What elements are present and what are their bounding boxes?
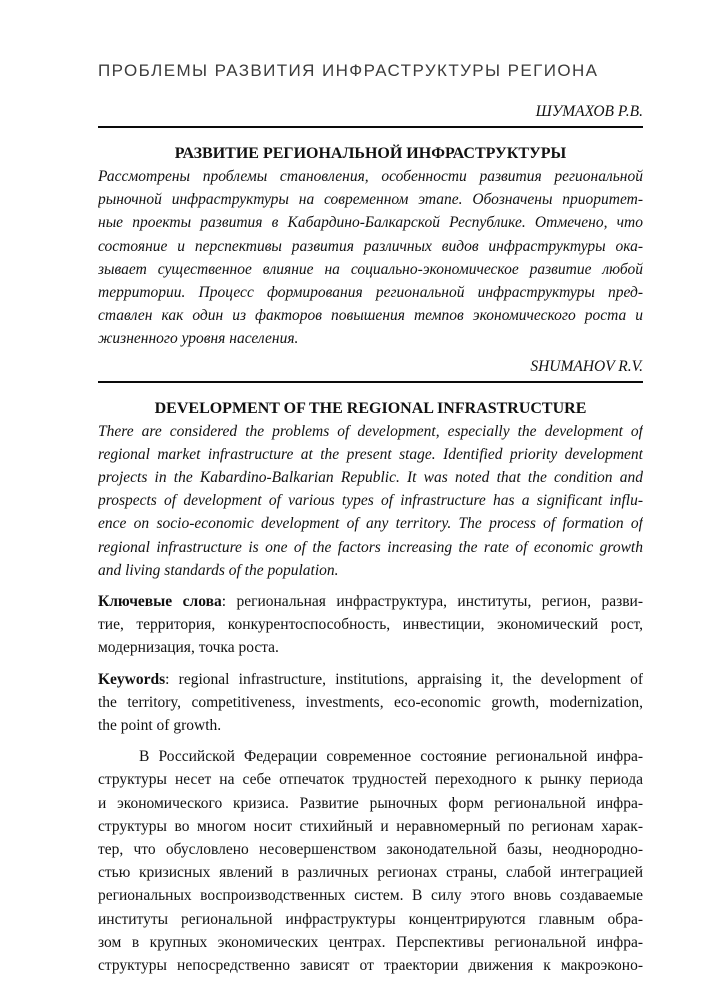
abstract-ru [98, 165, 643, 351]
keywords-en-text: : regional infrastructure, institutions, appraising it, the development of [165, 670, 643, 688]
body-paragraph [98, 745, 643, 977]
author-ru: ШУМАХОВ Р.В. [98, 102, 643, 128]
keywords-en-line: the point of growth. [98, 717, 222, 735]
body-line: и экономического кризиса. Развитие рыночных форм региональной инфра- [98, 794, 643, 812]
abstract-ru-line: ные проекты развития в Кабардино-Балкарской Республике. Отмечено, что [98, 214, 643, 232]
author-en: SHUMAHOV R.V. [98, 357, 643, 383]
body-line: структуры во многом носит стихийный и неравномерный по регионам харак- [98, 817, 643, 835]
abstract-en-line: regional infrastructure is one of the factors increasing the rate of economic growth [98, 538, 643, 556]
abstract-ru-line: Рассмотрены проблемы становления, особенности развития региональной [98, 168, 643, 185]
body-line: региональных воспроизводственных систем. В силу этого вновь создаваемые [98, 887, 643, 905]
abstract-en-line: regional market infrastructure at the present stage. Identified priority development [98, 445, 643, 463]
keywords-ru [98, 590, 643, 660]
abstract-en-line: and living standards of the population. [98, 561, 339, 579]
abstract-en-line: There are considered the problems of development, especially the development of [98, 422, 643, 440]
keywords-en [98, 668, 643, 738]
keywords-en-line: the territory, competitiveness, investments, eco-economic growth, modernization, [98, 693, 643, 711]
body-line: тер, что обусловлено несовершенством законодательной базы, неоднородно- [98, 841, 643, 859]
keywords-en-label: Keywords [98, 670, 166, 688]
article-title-en: DEVELOPMENT OF THE REGIONAL INFRASTRUCTURE [154, 399, 587, 417]
body-line: структуры несет на себе отпечаток трудностей переходного к рынку периода [98, 771, 643, 789]
abstract-ru-line: рыночной инфраструктуры на современном этапе. Обозначены приоритет- [98, 191, 643, 209]
body-line: В Российской Федерации современное состояние региональной инфра- [139, 748, 643, 766]
abstract-ru-line: жизненного уровня населения. [98, 330, 299, 348]
abstract-ru-line: территории. Процесс формирования региональной инфраструктуры пред- [98, 284, 643, 302]
keywords-ru-line: тие, территория, конкурентоспособность, инвестиции, экономический рост, [98, 616, 643, 634]
journal-header-title: ПРОБЛЕМЫ РАЗВИТИЯ ИНФРАСТРУКТУРЫ РЕГИОНА [98, 61, 599, 80]
abstract-ru-line: состояние и перспективы развития различных видов инфраструктуры ока- [98, 237, 643, 255]
body-line: зом в крупных экономических центрах. Перспективы региональной инфра- [98, 933, 643, 951]
article-title-ru: РАЗВИТИЕ РЕГИОНАЛЬНОЙ ИНФРАСТРУКТУРЫ [174, 145, 567, 162]
keywords-ru-label: Ключевые слова [98, 593, 222, 611]
keywords-ru-line [98, 590, 643, 613]
abstract-en-line: ence on socio-economic development of any territory. The process of formation of [98, 515, 643, 533]
body-line: стью кризисных явлений в различных регионах страны, слабой интеграцией [98, 864, 643, 882]
abstract-en-line: prospects of development of various types of infrastructure has a significant influ- [98, 492, 643, 510]
keywords-ru-line: модернизация, точка роста. [98, 639, 279, 657]
keywords-en-line [98, 668, 643, 691]
abstract-ru-line: ставлен как один из факторов повышения темпов экономического роста и [98, 307, 643, 325]
keywords-ru-text: : региональная инфраструктура, институты, регион, разви- [221, 593, 643, 611]
body-line: структуры непосредственно зависят от траектории движения к макроэконо- [98, 957, 643, 975]
body-line: институты региональной инфраструктуры концентрируются главным обра- [98, 910, 643, 928]
abstract-en-line: projects in the Kabardino-Balkarian Republic. It was noted that the condition and [98, 469, 643, 487]
abstract-ru-line: зывает существенное влияние на социально-экономическое развитие любой [98, 260, 643, 278]
abstract-en [98, 420, 643, 582]
